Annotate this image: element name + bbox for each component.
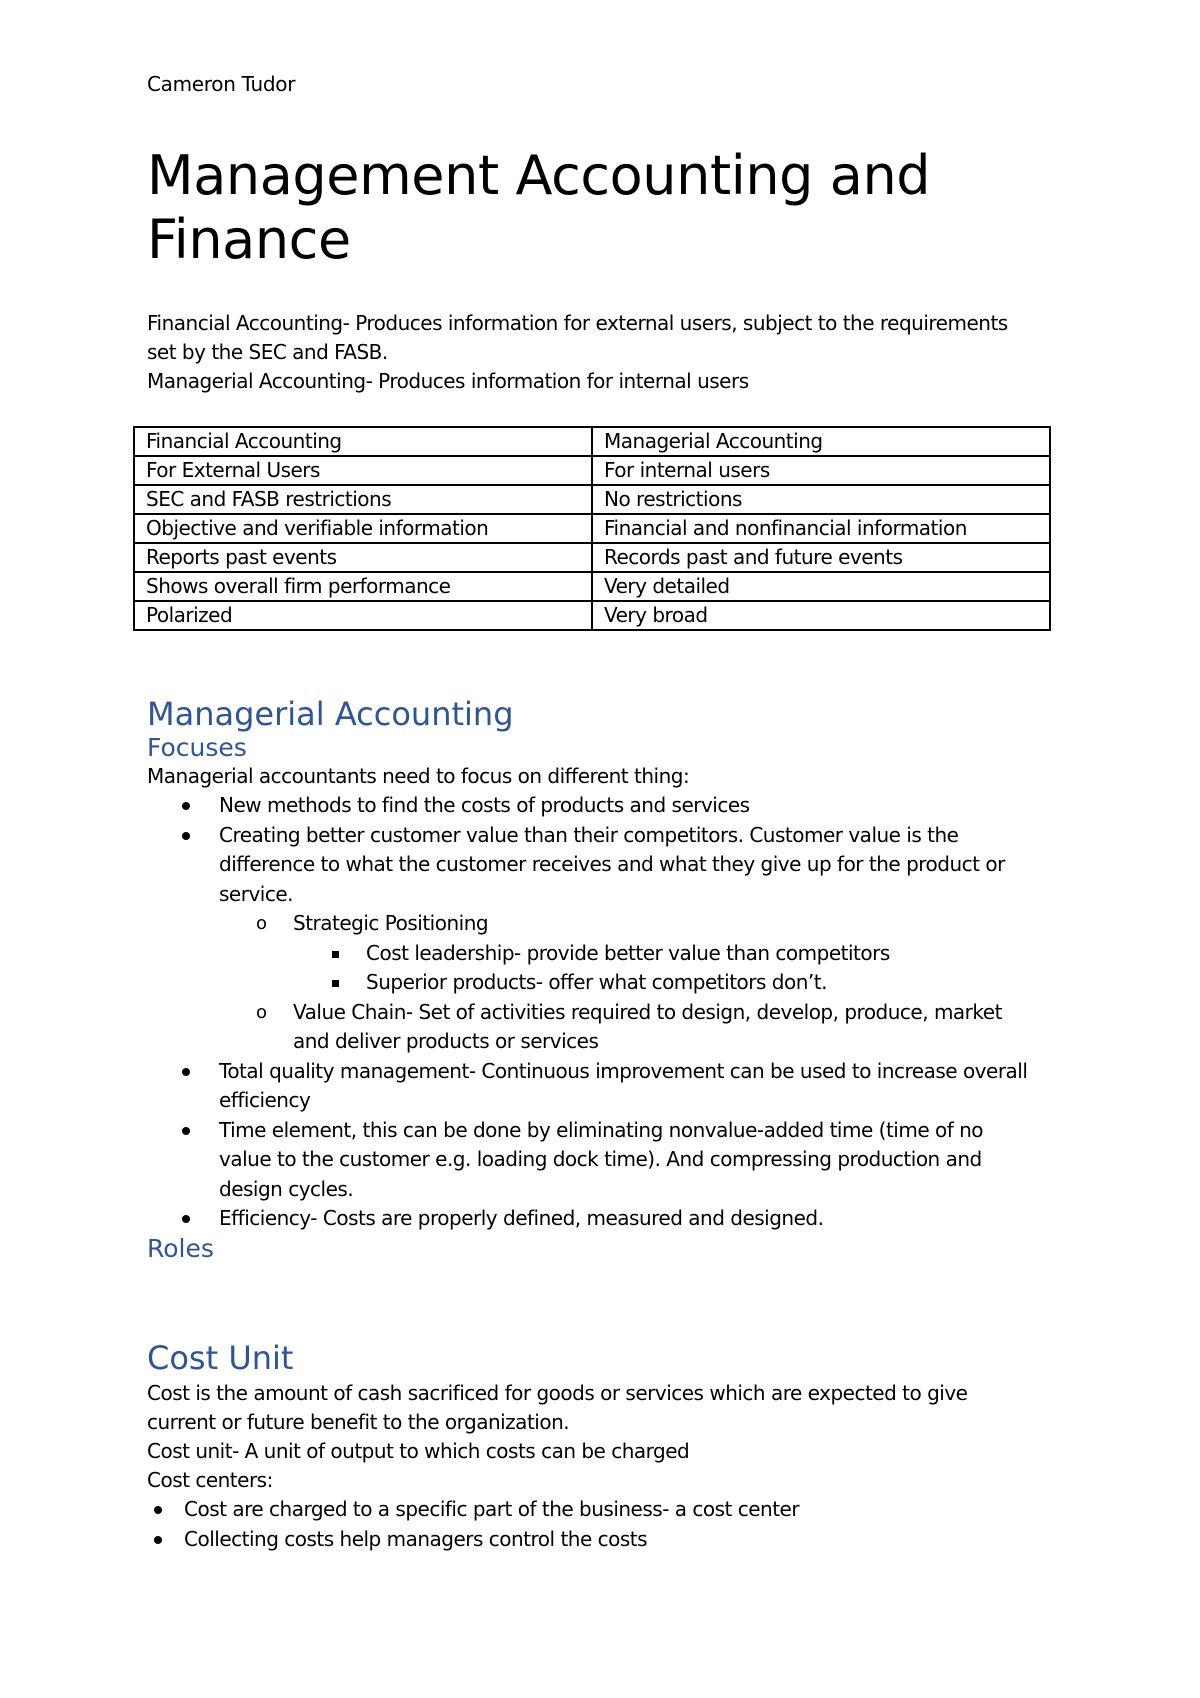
table-row <box>134 543 1050 572</box>
list-item: o Value Chain- Set of activities required to design, develop, produce, market and deliver products or services <box>256 999 1002 1053</box>
list-item: Collecting costs help managers control the costs <box>147 1525 1067 1555</box>
table-cell: No restrictions <box>592 485 1050 514</box>
managerial-accounting-section <box>147 695 1067 1263</box>
table-cell: Managerial Accounting <box>592 427 1050 456</box>
cost-centers-list <box>147 1495 1067 1554</box>
table-cell: Very detailed <box>592 572 1050 601</box>
list-item: Creating better customer value than their competitors. Customer value is the difference to what the customer receives and what they give up for the product or service. <box>147 821 1067 910</box>
subsection-heading-focuses: Focuses <box>147 733 247 762</box>
bullet-icon <box>154 1525 162 1555</box>
table-cell: Financial Accounting <box>134 427 592 456</box>
author-name: Cameron Tudor <box>147 72 296 96</box>
bullet-icon <box>154 1495 162 1525</box>
table-row <box>134 427 1050 456</box>
subsection-heading-roles: Roles <box>147 1233 214 1263</box>
intro-paragraph <box>147 309 1067 396</box>
bullet-icon <box>182 1057 190 1087</box>
cost-unit-definition: Cost unit- A unit of output to which costs can be charged <box>147 1439 690 1463</box>
list-item: Total quality management- Continuous improvement can be used to increase overall efficiency <box>147 1057 1067 1116</box>
circle-bullet-icon: o <box>256 1001 267 1023</box>
table-cell: Records past and future events <box>592 543 1050 572</box>
table-cell: For internal users <box>592 456 1050 485</box>
title-line-2: Finance <box>147 208 351 271</box>
list-item: o Strategic Positioning <box>147 909 1067 939</box>
table-row <box>134 485 1050 514</box>
focuses-list <box>147 791 1067 1234</box>
comparison-table <box>133 426 1051 631</box>
cost-unit-section <box>147 1337 1067 1554</box>
table-row <box>134 514 1050 543</box>
list-item: Efficiency- Costs are properly defined, measured and designed. <box>147 1204 1067 1234</box>
table-cell: Very broad <box>592 601 1050 630</box>
table-cell: Objective and verifiable information <box>134 514 592 543</box>
intro-line: set by the SEC and FASB. <box>147 340 388 364</box>
cost-centers-label: Cost centers: <box>147 1468 273 1492</box>
table-row <box>134 572 1050 601</box>
table-row <box>134 601 1050 630</box>
bullet-icon <box>182 791 190 821</box>
list-item: Cost are charged to a specific part of the business- a cost center <box>147 1495 1067 1525</box>
table-cell: Polarized <box>134 601 592 630</box>
bullet-icon <box>182 1116 190 1146</box>
list-item: Time element, this can be done by eliminating nonvalue-added time (time of no value to the customer e.g. loading dock time). And compressing production and design cycles. <box>147 1116 1067 1205</box>
document-title <box>147 144 930 272</box>
intro-line: Managerial Accounting- Produces information for internal users <box>147 369 749 393</box>
focuses-intro: Managerial accountants need to focus on different thing: <box>147 764 690 788</box>
section-heading: Managerial Accounting <box>147 695 514 733</box>
table-row <box>134 456 1050 485</box>
table-cell: SEC and FASB restrictions <box>134 485 592 514</box>
table-cell: Financial and nonfinancial information <box>592 514 1050 543</box>
section-heading: Cost Unit <box>147 1339 294 1377</box>
table-cell: Reports past events <box>134 543 592 572</box>
bullet-icon <box>182 1204 190 1234</box>
list-item: Superior products- offer what competitors don’t. <box>147 968 1067 998</box>
intro-line: Financial Accounting- Produces information for external users, subject to the requirements <box>147 311 1008 335</box>
title-line-1: Management Accounting and <box>147 144 931 207</box>
square-bullet-icon <box>332 968 339 998</box>
circle-bullet-icon: o <box>256 913 267 934</box>
cost-paragraph: Cost is the amount of cash sacrificed for goods or services which are expected to give current or future benefit to the organization. <box>147 1381 968 1434</box>
square-bullet-icon <box>332 939 339 969</box>
bullet-icon <box>182 821 190 851</box>
table-cell: Shows overall firm performance <box>134 572 592 601</box>
table-cell: For External Users <box>134 456 592 485</box>
list-item: New methods to find the costs of products and services <box>147 791 1067 821</box>
list-item: Cost leadership- provide better value than competitors <box>147 939 1067 969</box>
